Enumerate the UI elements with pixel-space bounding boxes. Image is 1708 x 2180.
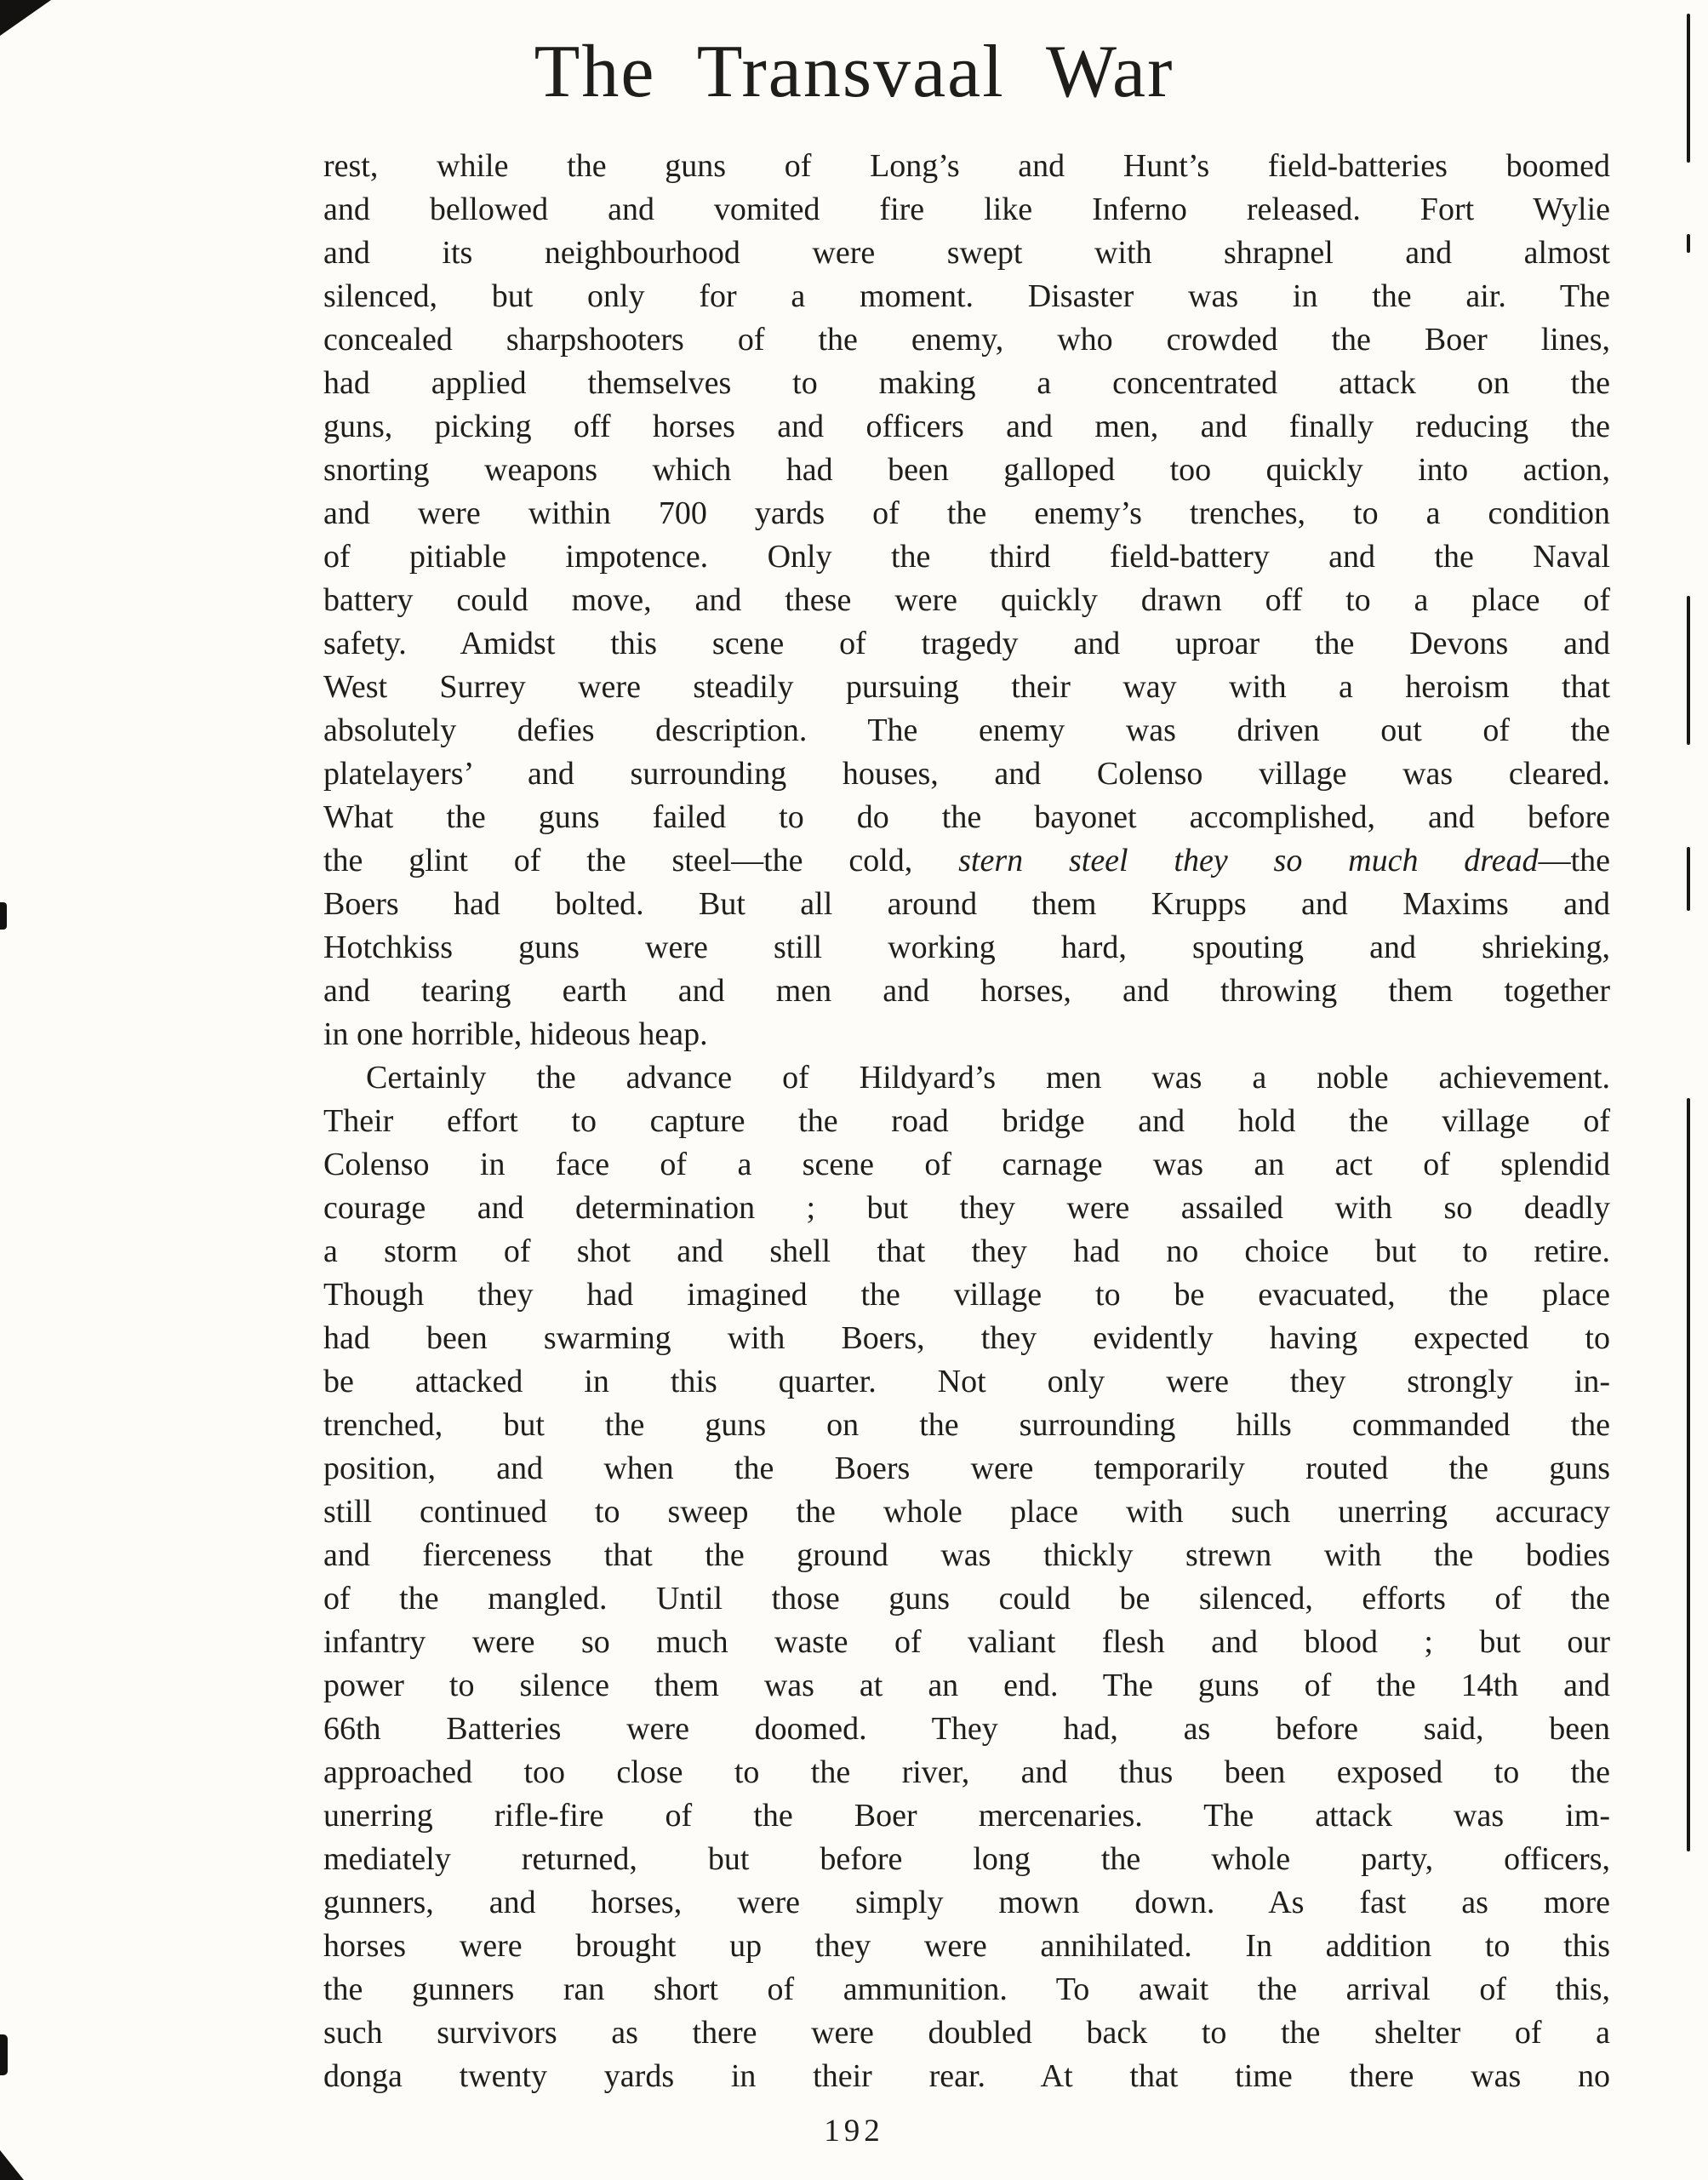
text-line: the glint of the steel—the cold, stern steel they so much dread—the: [323, 843, 1610, 878]
page-number: 192: [824, 2114, 884, 2149]
text-block: [323, 145, 1610, 2098]
scan-artifact-left-edge-mark-lower: [0, 2034, 8, 2075]
text-line: snorting weapons which had been galloped too quickly into action,: [323, 452, 1610, 488]
text-line: trenched, but the guns on the surrounding hills commanded the: [323, 1407, 1610, 1443]
text-line: of pitiable impotence. Only the third field-battery and the Naval: [323, 539, 1610, 575]
scan-artifact-right-edge-line: [1687, 847, 1690, 911]
text-line: platelayers’ and surrounding houses, and Colenso village was cleared.: [323, 756, 1610, 792]
text-line: and bellowed and vomited fire like Inferno released. Fort Wylie: [323, 192, 1610, 227]
text-line: of the mangled. Until those guns could be silenced, efforts of the: [323, 1581, 1610, 1616]
text-line: the gunners ran short of ammunition. To await the arrival of this,: [323, 1971, 1610, 2007]
text-line: Their effort to capture the road bridge and hold the village of: [323, 1103, 1610, 1139]
text-line: power to silence them was at an end. The guns of the 14th and: [323, 1668, 1610, 1703]
text-line: be attacked in this quarter. Not only were they strongly in-: [323, 1364, 1610, 1399]
text-line: unerring rifle-fire of the Boer mercenaries. The attack was im-: [323, 1798, 1610, 1834]
text-line: courage and determination ; but they were assailed with so deadly: [323, 1190, 1610, 1226]
text-line: battery could move, and these were quickly drawn off to a place of: [323, 582, 1610, 618]
scan-artifact-bottom-left-corner: [0, 2150, 24, 2180]
text-line: Boers had bolted. But all around them Krupps and Maxims and: [323, 886, 1610, 922]
scan-artifact-right-edge-line: [1687, 1098, 1690, 1851]
text-line: in one horrible, hideous heap.: [323, 1016, 708, 1052]
scan-artifact-right-edge-line: [1687, 596, 1690, 745]
text-line: and its neighbourhood were swept with shrapnel and almost: [323, 235, 1610, 271]
text-line: gunners, and horses, were simply mown down. As fast as more: [323, 1885, 1610, 1920]
text-line: such survivors as there were doubled back to the shelter of a: [323, 2015, 1610, 2051]
text-line: and fierceness that the ground was thickly strewn with the bodies: [323, 1537, 1610, 1573]
text-line: and tearing earth and men and horses, and throwing them together: [323, 973, 1610, 1009]
scan-artifact-right-edge-line: [1687, 234, 1690, 253]
text-line: guns, picking off horses and officers and men, and finally reducing the: [323, 409, 1610, 444]
text-line: infantry were so much waste of valiant flesh and blood ; but our: [323, 1624, 1610, 1660]
text-line: Colenso in face of a scene of carnage was an act of splendid: [323, 1147, 1610, 1182]
text-line: What the guns failed to do the bayonet accomplished, and before: [323, 799, 1610, 835]
text-line: rest, while the guns of Long’s and Hunt’s field-batteries boomed: [323, 148, 1610, 184]
text-line: donga twenty yards in their rear. At that time there was no: [323, 2058, 1610, 2094]
text-line: still continued to sweep the whole place with such unerring accuracy: [323, 1494, 1610, 1530]
scan-artifact-left-edge-mark: [0, 902, 7, 930]
text-line: absolutely defies description. The enemy was driven out of the: [323, 712, 1610, 748]
text-line: 66th Batteries were doomed. They had, as before said, been: [323, 1711, 1610, 1747]
text-line: West Surrey were steadily pursuing their way with a heroism that: [323, 669, 1610, 705]
text-line: Hotchkiss guns were still working hard, spouting and shrieking,: [323, 930, 1610, 965]
text-line: Though they had imagined the village to be evacuated, the place: [323, 1277, 1610, 1313]
text-line: and were within 700 yards of the enemy’s trenches, to a condition: [323, 495, 1610, 531]
text-line: silenced, but only for a moment. Disaster was in the air. The: [323, 278, 1610, 314]
scan-artifact-right-edge-line: [1687, 14, 1690, 163]
text-line: mediately returned, but before long the whole party, officers,: [323, 1841, 1610, 1877]
text-line: had applied themselves to making a concentrated attack on the: [323, 365, 1610, 401]
text-line: safety. Amidst this scene of tragedy and uproar the Devons and: [323, 626, 1610, 661]
page-title: The Transvaal War: [534, 31, 1174, 113]
text-line: had been swarming with Boers, they evidently having expected to: [323, 1320, 1610, 1356]
text-line: concealed sharpshooters of the enemy, who crowded the Boer lines,: [323, 322, 1610, 358]
text-line: horses were brought up they were annihilated. In addition to this: [323, 1928, 1610, 1964]
text-line: approached too close to the river, and thus been exposed to the: [323, 1754, 1610, 1790]
text-line: position, and when the Boers were temporarily routed the guns: [323, 1450, 1610, 1486]
text-line: Certainly the advance of Hildyard’s men was a noble achievement.: [366, 1060, 1610, 1096]
text-line: a storm of shot and shell that they had no choice but to retire.: [323, 1233, 1610, 1269]
